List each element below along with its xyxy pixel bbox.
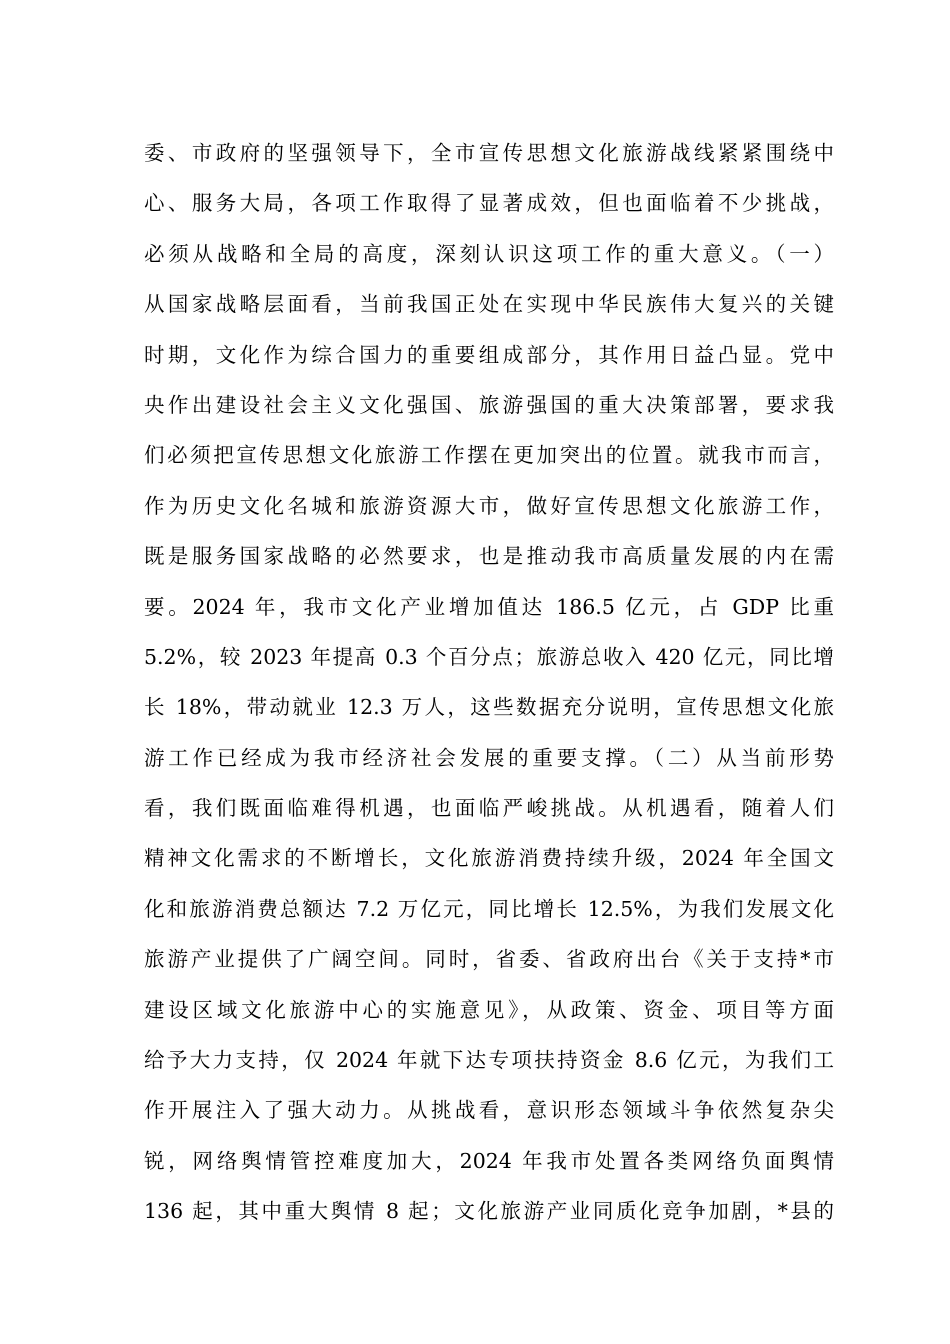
text-line-16: 化和旅游消费总额达 7.2 万亿元，同比增长 12.5%，为我们发展文化 — [144, 896, 834, 921]
text-line-18: 建设区域文化旅游中心的实施意见》，从政策、资金、项目等方面 — [144, 997, 834, 1022]
body-text — [144, 128, 834, 1237]
text-line-13: 游工作已经成为我市经济社会发展的重要支撑。（二）从当前形势 — [144, 745, 834, 770]
text-line-5: 时期，文化作为综合国力的重要组成部分，其作用日益凸显。党中 — [144, 342, 834, 367]
text-line-2: 心、服务大局，各项工作取得了显著成效，但也面临着不少挑战， — [144, 191, 834, 216]
text-line-20: 作开展注入了强大动力。从挑战看，意识形态领域斗争依然复杂尖 — [144, 1098, 834, 1123]
text-line-7: 们必须把宣传思想文化旅游工作摆在更加突出的位置。就我市而言， — [144, 443, 834, 468]
text-line-22: 136 起，其中重大舆情 8 起；文化旅游产业同质化竞争加剧，*县的 — [144, 1199, 834, 1224]
text-line-9: 既是服务国家战略的必然要求，也是推动我市高质量发展的内在需 — [144, 544, 834, 569]
text-line-11: 5.2%，较 2023 年提高 0.3 个百分点；旅游总收入 420 亿元，同比增 — [144, 644, 834, 669]
text-line-15: 精神文化需求的不断增长，文化旅游消费持续升级，2024 年全国文 — [144, 846, 834, 871]
text-line-8: 作为历史文化名城和旅游资源大市，做好宣传思想文化旅游工作， — [144, 493, 834, 518]
text-line-12: 长 18%，带动就业 12.3 万人，这些数据充分说明，宣传思想文化旅 — [144, 695, 834, 720]
text-line-21: 锐，网络舆情管控难度加大，2024 年我市处置各类网络负面舆情 — [144, 1148, 834, 1173]
text-line-3: 必须从战略和全局的高度，深刻认识这项工作的重大意义。（一） — [144, 241, 834, 266]
text-line-19: 给予大力支持，仅 2024 年就下达专项扶持资金 8.6 亿元，为我们工 — [144, 1048, 834, 1073]
text-line-17: 旅游产业提供了广阔空间。同时，省委、省政府出台《关于支持*市 — [144, 947, 834, 972]
text-line-10: 要。2024 年，我市文化产业增加值达 186.5 亿元，占 GDP 比重 — [144, 594, 834, 619]
text-line-1: 委、市政府的坚强领导下，全市宣传思想文化旅游战线紧紧围绕中 — [144, 141, 834, 165]
text-line-4: 从国家战略层面看，当前我国正处在实现中华民族伟大复兴的关键 — [144, 292, 834, 317]
text-line-14: 看，我们既面临难得机遇，也面临严峻挑战。从机遇看，随着人们 — [144, 796, 834, 821]
text-line-6: 央作出建设社会主义文化强国、旅游强国的重大决策部署，要求我 — [144, 392, 834, 417]
